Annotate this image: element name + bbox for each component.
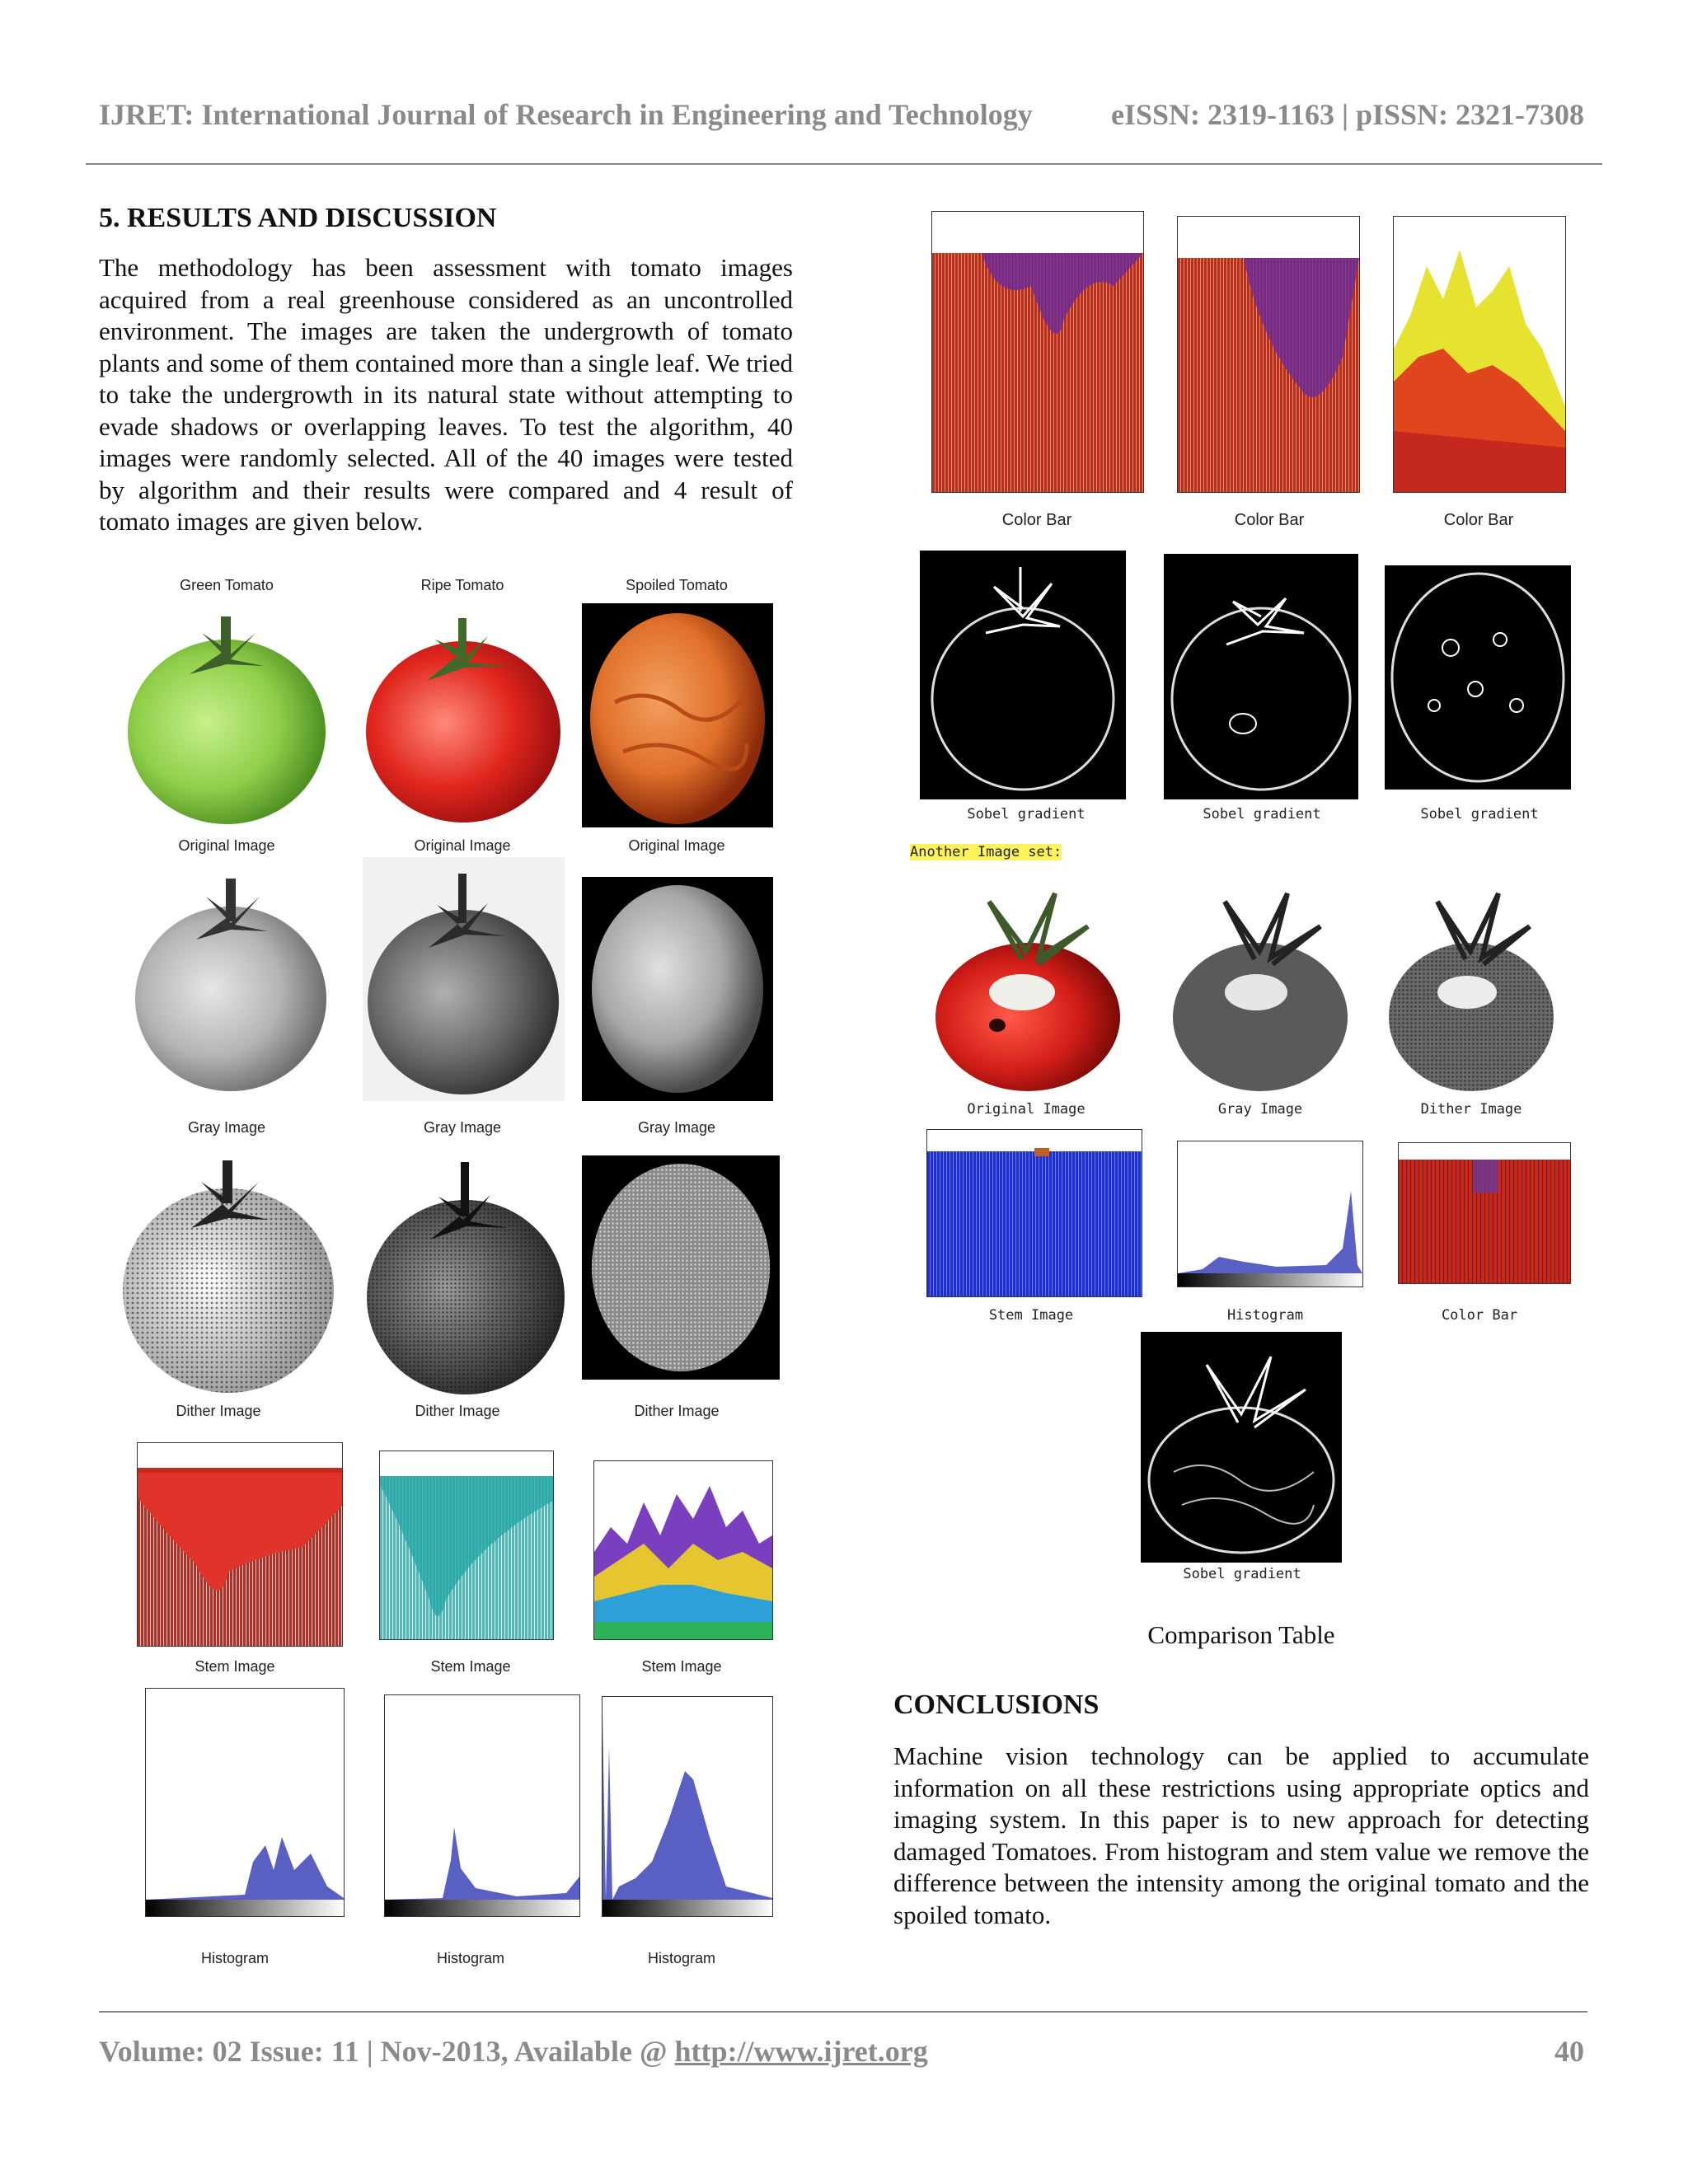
caption-colorbar-2: Color Bar: [1234, 511, 1305, 529]
caption-original-2: Original Image: [414, 837, 511, 854]
caption-sobel-2: Sobel gradient: [1203, 806, 1321, 823]
color-bar-plot-2: [1177, 216, 1360, 493]
histogram-green: [145, 1688, 345, 1917]
set2-original-image: [931, 869, 1124, 1099]
caption-set2-histogram: Histogram: [1226, 1307, 1304, 1324]
stem-plot-ripe: [379, 1451, 554, 1640]
sobel-image-2: [1164, 554, 1358, 799]
caption-colorbar-1: Color Bar: [1001, 511, 1072, 529]
page-number: 40: [1554, 2035, 1584, 2068]
conclusions-body: Machine vision technology can be applied to accumulate information on all these restrictions using appropriate optics and imaging system. In this paper is to new approach for detecting damaged Tomatoes. From histogram and stem value we remove the difference between the intensity among the original tomato and the spoiled tomato.: [893, 1741, 1589, 1929]
histogram-spoiled: [602, 1696, 773, 1917]
caption-sobel-1: Sobel gradient: [967, 806, 1085, 823]
caption-hist-1: Histogram: [200, 1950, 270, 1966]
section-heading: 5. RESULTS AND DISCUSSION: [99, 203, 497, 233]
color-bar-plot-3: [1393, 216, 1566, 493]
col-title-spoiled: Spoiled Tomato: [626, 577, 728, 593]
caption-sobel-3: Sobel gradient: [1420, 806, 1539, 823]
set2-histogram: [1177, 1141, 1363, 1287]
ripe-gray-image: [363, 857, 565, 1101]
histogram-ripe: [384, 1694, 580, 1917]
caption-set2-dither: Dither Image: [1420, 1101, 1522, 1118]
caption-original-1: Original Image: [178, 837, 275, 854]
caption-stem-3: Stem Image: [641, 1658, 722, 1675]
header-rule: [86, 163, 1602, 165]
spoiled-dither-image: [582, 1155, 780, 1380]
set2-stem-plot: [926, 1129, 1142, 1297]
green-gray-image: [132, 860, 330, 1098]
set2-color-bar-plot: [1398, 1142, 1571, 1284]
col-title-green: Green Tomato: [180, 577, 274, 593]
caption-gray-2: Gray Image: [423, 1119, 502, 1136]
caption-set2-colorbar: Color Bar: [1441, 1307, 1518, 1324]
comparison-table-caption: Comparison Table: [1147, 1620, 1335, 1649]
sobel-image-1: [920, 551, 1126, 799]
stem-plot-spoiled: [593, 1460, 773, 1640]
footer-rule: [99, 2011, 1587, 2013]
green-dither-image: [120, 1142, 336, 1398]
spoiled-tomato-image: [582, 603, 773, 827]
caption-set2-original: Original Image: [967, 1101, 1085, 1118]
another-image-set-label: Another Image set:: [910, 844, 1062, 860]
spoiled-gray-image: [582, 877, 773, 1101]
issn-label: eISSN: 2319-1163 | pISSN: 2321-7308: [1111, 98, 1584, 131]
stem-plot-green: [137, 1442, 343, 1647]
conclusions-heading: CONCLUSIONS: [893, 1690, 1100, 1720]
caption-set2-stem: Stem Image: [988, 1307, 1074, 1324]
col-title-ripe: Ripe Tomato: [420, 577, 504, 593]
caption-dither-2: Dither Image: [415, 1403, 500, 1419]
set2-dither-image: [1385, 869, 1558, 1099]
caption-colorbar-3: Color Bar: [1443, 511, 1514, 529]
caption-set2-gray: Gray Image: [1217, 1101, 1303, 1118]
set2-gray-image: [1167, 869, 1353, 1099]
ripe-tomato-image: [363, 600, 565, 832]
caption-hist-3: Histogram: [647, 1950, 716, 1966]
caption-stem-2: Stem Image: [430, 1658, 511, 1675]
journal-title: IJRET: International Journal of Research in Engineering and Technology: [99, 98, 1033, 131]
section-body: The methodology has been assessment with tomato images acquired from a real greenhouse considered as an uncontrolled environment. The images are taken the undergrowth of tomato plants and some of them contained more than a single leaf. We tried to take the undergrowth in its natural state without attempting to evade shadows or overlapping leaves. To test the algorithm, 40 images were randomly selected. All of the 40 images were tested by algorithm and their results were compared and 4 result of tomato images are given below.: [99, 253, 793, 536]
caption-gray-3: Gray Image: [637, 1119, 716, 1136]
journal-link[interactable]: http://www.ijret.org: [674, 2035, 928, 2068]
caption-original-3: Original Image: [628, 837, 725, 854]
caption-dither-3: Dither Image: [634, 1403, 720, 1419]
caption-hist-2: Histogram: [436, 1950, 505, 1966]
sobel-image-3: [1385, 565, 1571, 790]
set2-sobel-image: [1141, 1332, 1342, 1563]
green-tomato-image: [124, 600, 330, 832]
footer-text: Volume: 02 Issue: 11 | Nov-2013, Available @ http://www.ijret.org: [99, 2035, 928, 2068]
color-bar-plot-1: [931, 211, 1144, 493]
caption-dither-1: Dither Image: [176, 1403, 261, 1419]
caption-stem-1: Stem Image: [195, 1658, 275, 1675]
caption-set2-sobel: Sobel gradient: [1183, 1566, 1301, 1582]
ripe-dither-image: [363, 1146, 569, 1401]
caption-gray-1: Gray Image: [187, 1119, 266, 1136]
